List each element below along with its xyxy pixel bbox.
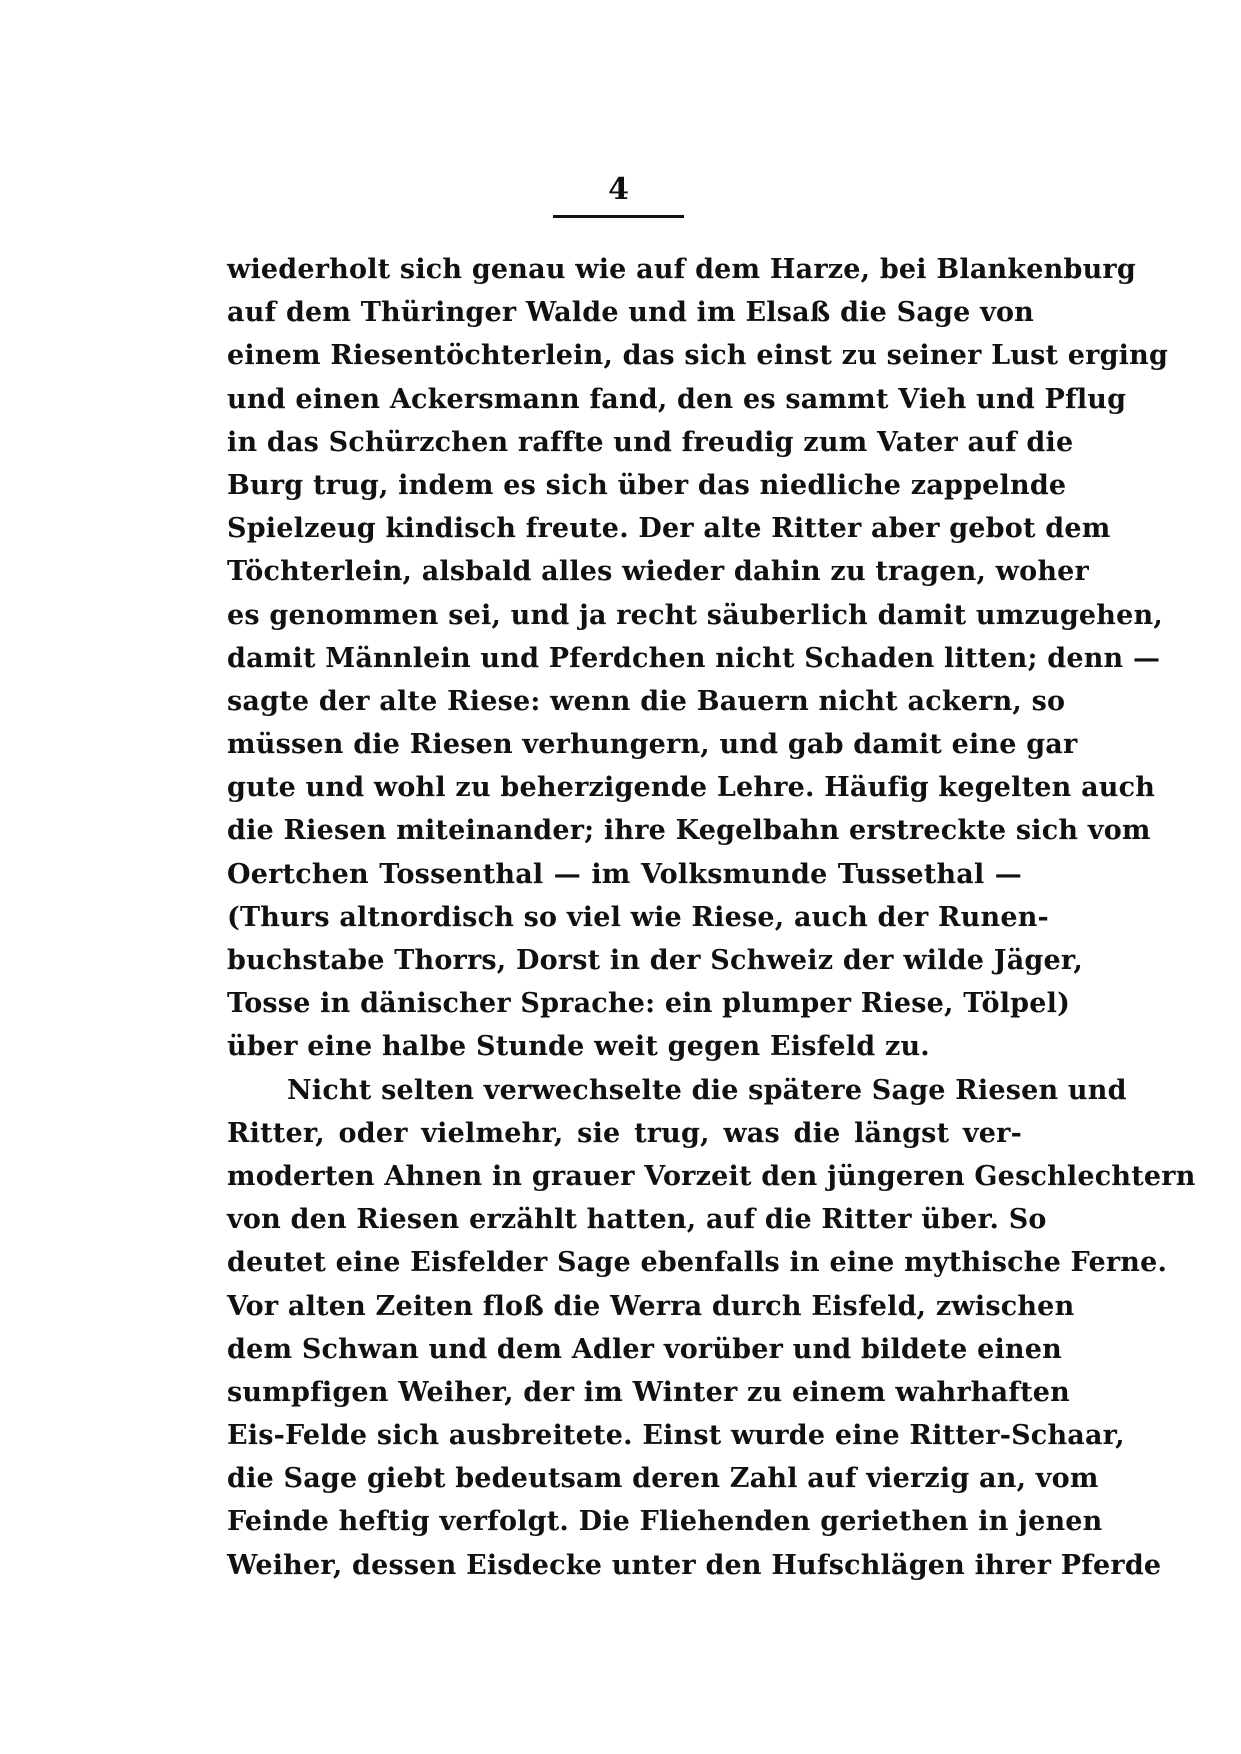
text-line: einem Riesentöchterlein, das sich einst zu seiner Lust erging <box>227 340 1169 372</box>
text-line: sagte der alte Riese: wenn die Bauern nicht ackern, so <box>227 685 1066 717</box>
text-line: gute und wohl zu beherzigende Lehre. Häufig kegelten auch <box>227 772 1156 804</box>
text-line: wiederholt sich genau wie auf dem Harze, bei Blankenburg <box>227 254 1136 285</box>
text-line: Töchterlein, alsbald alles wieder dahin zu tragen, woher <box>227 556 1089 588</box>
text-line: es genommen sei, und ja recht säuberlich damit umzugehen, <box>227 599 1163 631</box>
text-line: Weiher, dessen Eisdecke unter den Hufschlägen ihrer Pferde <box>227 1549 1162 1581</box>
text-line: Feinde heftig verfolgt. Die Fliehenden geriethen in jenen <box>227 1506 1103 1538</box>
text-line: Tosse in dänischer Sprache: ein plumper Riese, Tölpel) <box>227 988 1071 1020</box>
text-line: müssen die Riesen verhungern, und gab damit eine gar <box>227 729 1078 761</box>
text-line: Oertchen Tossenthal — im Volksmunde Tussethal — <box>227 858 1022 890</box>
text-line: buchstabe Thorrs, Dorst in der Schweiz der wilde Jäger, <box>227 945 1083 976</box>
text-line: und einen Ackersmann fand, den es sammt Vieh und Pflug <box>227 383 1127 415</box>
text-line: die Sage giebt bedeutsam deren Zahl auf vierzig an, vom <box>227 1463 1099 1495</box>
text-line: (Thurs altnordisch so viel wie Riese, auch der Runen- <box>227 901 1049 933</box>
page-number: 4 <box>608 172 629 207</box>
text-line: Vor alten Zeiten floß die Werra durch Eisfeld, zwischen <box>227 1290 1075 1322</box>
header-rule <box>553 215 684 218</box>
text-line: Burg trug, indem es sich über das niedliche zappelnde <box>227 469 1067 501</box>
text-line: deutet eine Eisfelder Sage ebenfalls in eine mythische Ferne. <box>227 1247 1168 1279</box>
text-line: Ritter, oder vielmehr, sie trug, was die längst ver- <box>227 1117 1022 1149</box>
text-line: die Riesen miteinander; ihre Kegelbahn erstreckte sich vom <box>227 815 1151 847</box>
text-line: Spielzeug kindisch freute. Der alte Ritter aber gebot dem <box>227 513 1111 545</box>
text-line: damit Männlein und Pferdchen nicht Schaden litten; denn — <box>227 642 1161 674</box>
text-line: Eis-Felde sich ausbreitete. Einst wurde eine Ritter-Schaar, <box>227 1420 1125 1452</box>
page-header <box>553 172 684 218</box>
text-line: sumpfigen Weiher, der im Winter zu einem wahrhaften <box>227 1376 1070 1408</box>
text-line: von den Riesen erzählt hatten, auf die Ritter über. So <box>227 1204 1047 1236</box>
text-line: in das Schürzchen raffte und freudig zum Vater auf die <box>227 426 1074 458</box>
text-line: moderten Ahnen in grauer Vorzeit den jüngeren Geschlechtern <box>227 1160 1196 1192</box>
paragraph-end-line: über eine halbe Stunde weit gegen Eisfeld zu. <box>227 1031 930 1063</box>
paragraph-start-line: Nicht selten verwechselte die spätere Sage Riesen und <box>287 1074 1127 1106</box>
body-text <box>227 248 1196 1587</box>
text-line: auf dem Thüringer Walde und im Elsaß die Sage von <box>227 297 1034 329</box>
text-line: dem Schwan und dem Adler vorüber und bildete einen <box>227 1333 1062 1365</box>
